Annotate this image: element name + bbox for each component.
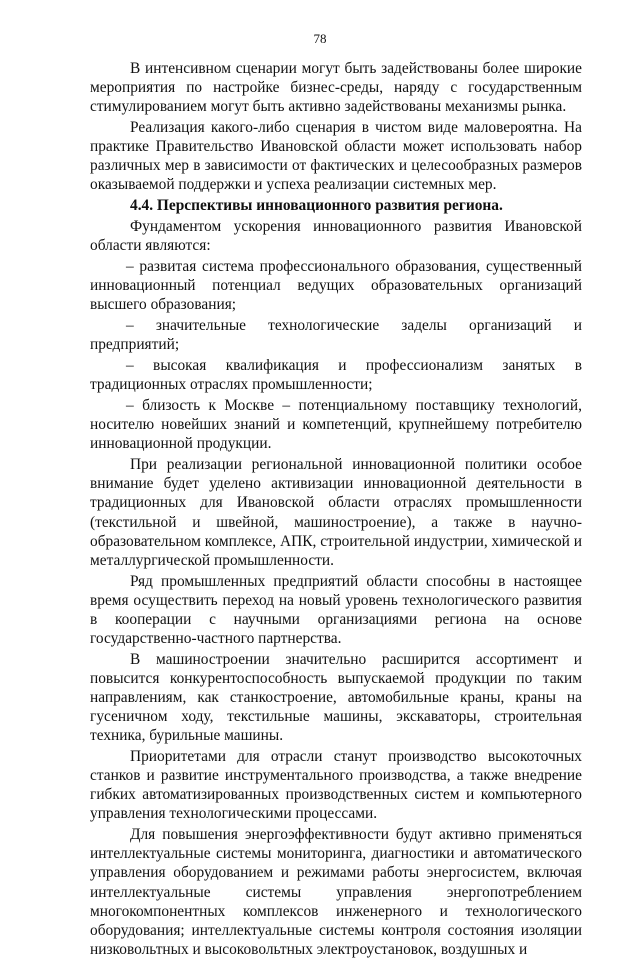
paragraph-foundation-intro: Фундаментом ускорения инновационного развития Ивановской области являются: — [90, 218, 582, 255]
paragraph-machine-building: В машиностроении значительно расширится ассортимент и повысится конкурентоспособность выпускаемой продукции по таким направлениям, как станкостроение, автомобильные краны, краны на гусеничном ходу, текстильные машины, экскаваторы, строительная техника, бурильные машины. — [90, 650, 582, 745]
bullet-item: – значительные технологические заделы организаций и предприятий; — [90, 317, 582, 354]
document-body — [90, 59, 582, 961]
paragraph-regional-policy: При реализации региональной инновационной политики особое внимание будет уделено активизации инновационной деятельности в традиционных для Ивановской области отраслях промышленности (текстильной и швейной, машиностроение), а также в научно-образовательном комплексе, АПК, строительной индустрии, химической и металлургической промышленности. — [90, 456, 582, 569]
paragraph-industrial-enterprises: Ряд промышленных предприятий области способны в настоящее время осуществить переход на новый уровень технологического развития в кооперации с научными организациями региона на основе государственно-частного партнерства. — [90, 572, 582, 647]
paragraph-energy-efficiency: Для повышения энергоэффективности будут активно применяться интеллектуальные системы мониторинга, диагностики и автоматического управления оборудованием и режимами работы энергосистем, включая интеллектуальные системы управления энергопотреблением многокомпонентных комплексов инженерного и технологического оборудования; интеллектуальные системы контроля состояния изоляции низковольтных и высоковольтных электроустановок, воздушных и — [90, 826, 582, 958]
section-heading: 4.4. Перспективы инновационного развития региона. — [130, 197, 503, 215]
bullet-item: – высокая квалификация и профессионализм занятых в традиционных отраслях промышленности; — [90, 357, 582, 394]
paragraph-priorities: Приоритетами для отрасли станут производство высокоточных станков и развитие инструментального производства, а также внедрение гибких автоматизированных производственных систем и компьютерного управления технологическими процессами. — [90, 748, 582, 823]
paragraph-scenario-realization: Реализация какого-либо сценария в чистом виде маловероятна. На практике Правительство Ивановской области может использовать набор различных мер в зависимости от фактических и целесообразных размеров оказываемой поддержки и успеха реализации системных мер. — [90, 119, 582, 194]
paragraph-intensive-scenario: В интенсивном сценарии могут быть задействованы более широкие мероприятия по настройке бизнес-среды, наряду с государственным стимулированием могут быть активно задействованы механизмы рынка. — [90, 60, 582, 116]
page-number: 78 — [313, 31, 327, 46]
bullet-item: – развитая система профессионального образования, существенный инновационный потенциал ведущих образовательных организаций высшего образования; — [90, 258, 582, 314]
bullet-item: – близость к Москве – потенциальному поставщику технологий, носителю новейших знаний и компетенций, крупнейшему потребителю инновационной продукции. — [90, 397, 582, 453]
